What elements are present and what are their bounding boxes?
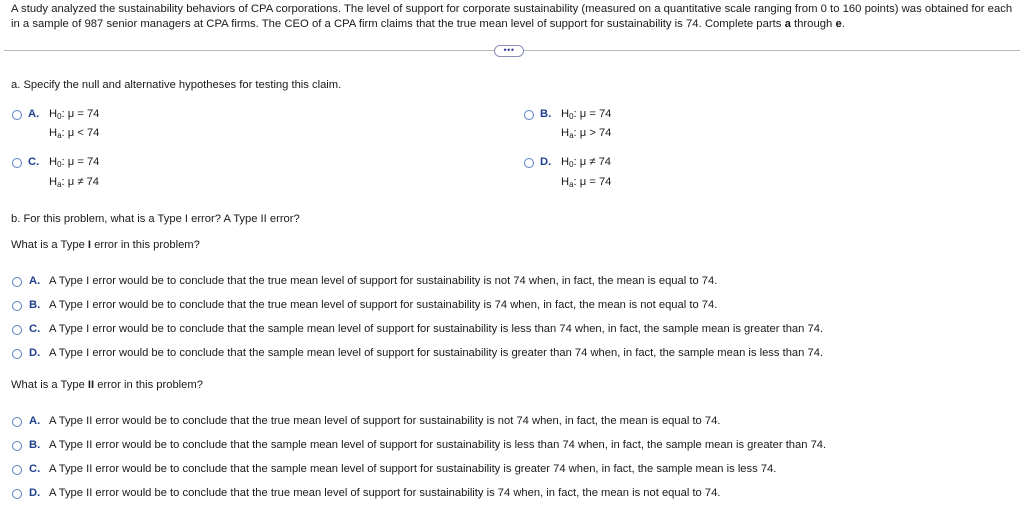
option-text: A Type I error would be to conclude that the sample mean level of support for sustainability is greater than 74 when, in fact, the sample mean is less than 74.: [49, 347, 824, 359]
option-text: A Type I error would be to conclude that the sample mean level of support for sustainability is less than 74 when, in fact, the sample mean is greater than 74.: [49, 323, 824, 335]
option-letter: B.: [29, 299, 41, 311]
alternative-hypothesis: $H_a$: μ ≠ 74: [49, 176, 100, 189]
option-text: A Type I error would be to conclude that the true mean level of support for sustainability is not 74 when, in fact, the mean is equal to 74.: [49, 275, 718, 287]
radio-button[interactable]: [524, 110, 534, 120]
alternative-hypothesis: $H_a$: μ > 74: [561, 127, 612, 140]
radio-button[interactable]: [12, 325, 22, 335]
type-two-error-question: What is a Type II error in this problem?: [11, 379, 203, 391]
radio-button[interactable]: [12, 441, 22, 451]
radio-button[interactable]: [12, 417, 22, 427]
option-letter: A.: [28, 108, 40, 120]
null-hypothesis: $H_0$: μ = 74: [49, 108, 100, 121]
radio-button[interactable]: [12, 465, 22, 475]
option-text: A Type II error would be to conclude that the true mean level of support for sustainability is not 74 when, in fact, the mean is equal to 74.: [49, 415, 721, 427]
option-letter: C.: [29, 323, 41, 335]
null-hypothesis: $H_0$: μ = 74: [561, 108, 612, 121]
alternative-hypothesis: $H_a$: μ < 74: [49, 127, 100, 140]
type-one-error-question: What is a Type I error in this problem?: [11, 239, 200, 251]
radio-button[interactable]: [12, 277, 22, 287]
option-letter: C.: [29, 463, 41, 475]
radio-button[interactable]: [12, 489, 22, 499]
option-text: A Type II error would be to conclude that the true mean level of support for sustainability is 74 when, in fact, the mean is not equal to 74.: [49, 487, 721, 499]
problem-statement: A study analyzed the sustainability behaviors of CPA corporations. The level of support for corporate sustainability (measured on a quantitative scale ranging from 0 to 160 points) was obtained for each in a sample of 987 senior managers at CPA firms. The CEO of a CPA firm claims that the true mean level of support for sustainability is 74. Complete parts a through e.: [11, 3, 1013, 30]
null-hypothesis: $H_0$: μ ≠ 74: [561, 156, 612, 169]
radio-button[interactable]: [12, 110, 22, 120]
radio-button[interactable]: [12, 158, 22, 168]
alternative-hypothesis: $H_a$: μ = 74: [561, 176, 612, 189]
option-letter: C.: [28, 156, 40, 168]
expand-more-button[interactable]: •••: [494, 45, 524, 57]
null-hypothesis: $H_0$: μ = 74: [49, 156, 100, 169]
option-text: A Type I error would be to conclude that the true mean level of support for sustainability is 74 when, in fact, the mean is not equal to 74.: [49, 299, 718, 311]
radio-button[interactable]: [12, 349, 22, 359]
radio-button[interactable]: [524, 158, 534, 168]
option-letter: D.: [29, 487, 41, 499]
option-letter: D.: [29, 347, 41, 359]
option-letter: B.: [540, 108, 552, 120]
part-b-question: b. For this problem, what is a Type I error? A Type II error?: [11, 213, 300, 225]
option-letter: A.: [29, 415, 41, 427]
option-text: A Type II error would be to conclude that the sample mean level of support for sustainability is greater 74 when, in fact, the sample mean is less 74.: [49, 463, 777, 475]
option-letter: D.: [540, 156, 552, 168]
part-a-question: a. Specify the null and alternative hypotheses for testing this claim.: [11, 79, 342, 91]
option-letter: A.: [29, 275, 41, 287]
option-letter: B.: [29, 439, 41, 451]
radio-button[interactable]: [12, 301, 22, 311]
option-text: A Type II error would be to conclude that the sample mean level of support for sustainability is less than 74 when, in fact, the sample mean is greater than 74.: [49, 439, 827, 451]
